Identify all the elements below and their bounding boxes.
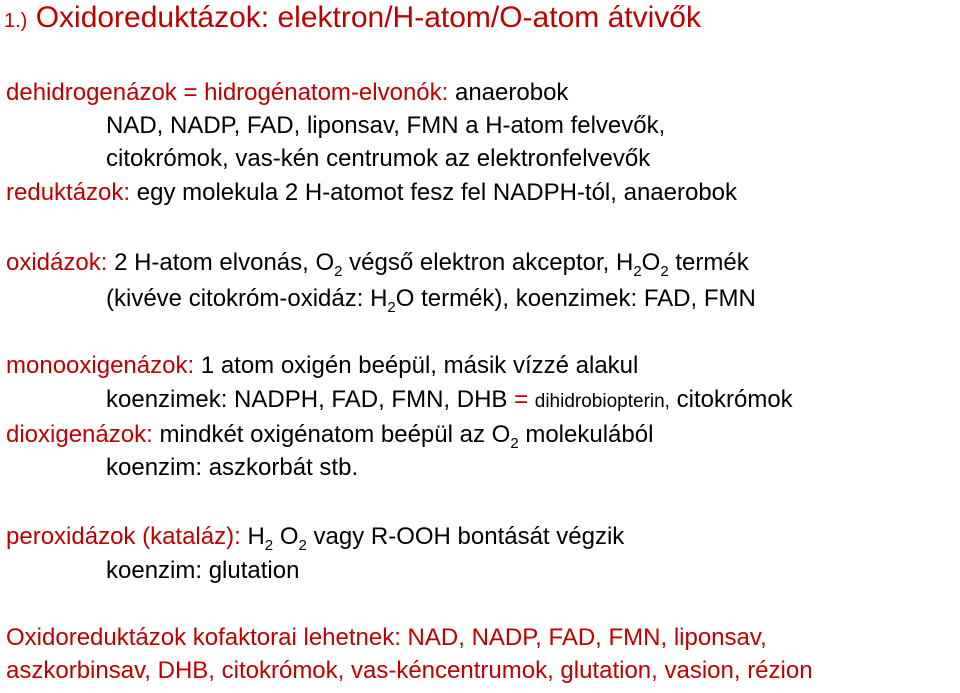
dehidrogenazok-line-3: citokrómok, vas-kén centrumok az elektronfelvevők xyxy=(106,145,651,172)
title-number: 1.) xyxy=(4,10,28,32)
monooxigenazok-citokromok: citokrómok xyxy=(676,386,793,413)
subscript: 2 xyxy=(510,435,519,452)
dioxigenazok-text-1: mindkét oxigénatom beépül az O xyxy=(159,421,511,448)
peroxidazok-line xyxy=(6,522,624,555)
oxidazok-text-2: végső elektron akceptor, H xyxy=(349,249,634,276)
kofaktorok-line-1: Oxidoreduktázok kofaktorai lehetnek: NAD, NADP, FAD, FMN, liponsav, xyxy=(6,624,767,651)
title-text: Oxidoreduktázok: elektron/H-atom/O-atom átvivők xyxy=(35,1,701,34)
monooxigenazok-line xyxy=(6,351,638,381)
peroxidazok-text-3: vagy R-OOH bontását végzik xyxy=(313,523,625,550)
peroxidazok-term: peroxidázok (kataláz): xyxy=(6,523,241,550)
monooxigenazok-line-2 xyxy=(106,385,793,417)
oxidazok-text-1: 2 H-atom elvonás, O xyxy=(114,249,335,276)
oxidazok-term: oxidázok: xyxy=(6,249,108,276)
peroxidazok-line-2: koenzim: glutation xyxy=(106,557,300,584)
subscript: 2 xyxy=(660,263,669,280)
dehidrogenazok-term: dehidrogenázok = hidrogénatom-elvonók: xyxy=(6,79,449,106)
subscript: 2 xyxy=(298,537,307,554)
reduktazok-line xyxy=(6,178,737,208)
dehidrogenazok-text: anaerobok xyxy=(454,79,569,106)
kofaktorok-line-2: aszkorbinsav, DHB, citokrómok, vas-kéncentrumok, glutation, vasion, rézion xyxy=(6,657,813,684)
peroxidazok-text-1: H xyxy=(247,523,265,550)
monooxigenazok-term: monooxigenázok: xyxy=(6,352,195,379)
monooxigenazok-koenzimek: koenzimek: NADPH, FAD, FMN, DHB xyxy=(106,386,508,413)
oxidazok-line-2-a: (kivéve citokróm-oxidáz: H xyxy=(106,285,388,312)
dioxigenazok-text-2: molekulából xyxy=(525,421,654,448)
dioxigenazok-line xyxy=(6,420,653,453)
page-title xyxy=(4,0,701,39)
reduktazok-term: reduktázok: xyxy=(6,179,131,206)
dhb-definition: dihidrobiopterin, xyxy=(534,391,670,412)
dioxigenazok-term: dioxigenázok: xyxy=(6,421,153,448)
oxidazok-line-2-b: O termék), koenzimek: FAD, FMN xyxy=(395,285,756,312)
subscript: 2 xyxy=(334,263,343,280)
monooxigenazok-text: 1 atom oxigén beépül, másik vízzé alakul xyxy=(200,352,639,379)
peroxidazok-text-2: O xyxy=(279,523,299,550)
subscript: 2 xyxy=(633,263,642,280)
dehidrogenazok-line-2: NAD, NADP, FAD, liponsav, FMN a H-atom felvevők, xyxy=(106,112,666,139)
dioxigenazok-line-2: koenzim: aszkorbát stb. xyxy=(106,454,359,481)
dehidrogenazok-line xyxy=(6,78,568,108)
oxidazok-line-2 xyxy=(106,284,756,317)
subscript: 2 xyxy=(387,299,396,316)
oxidazok-text-3: O xyxy=(641,249,661,276)
subscript: 2 xyxy=(264,537,274,554)
reduktazok-text: egy molekula 2 H-atomot fesz fel NADPH-tól, anaerobok xyxy=(136,179,738,206)
oxidazok-text-4: termék xyxy=(675,249,749,276)
equals-sign: = xyxy=(514,386,529,413)
oxidazok-line xyxy=(6,248,749,281)
